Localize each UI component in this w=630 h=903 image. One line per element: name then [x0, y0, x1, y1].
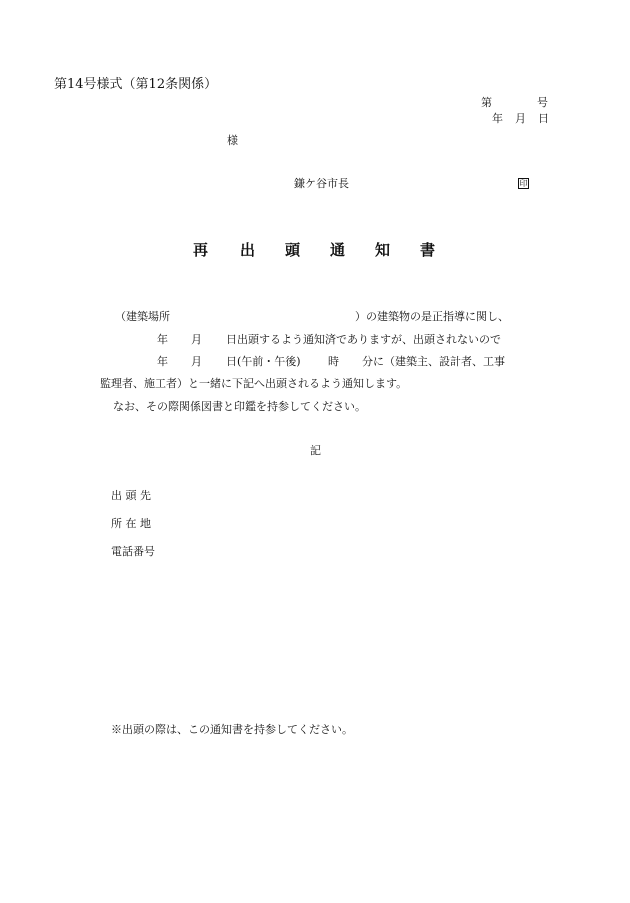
- field-destination: 出 頭 先: [111, 489, 151, 502]
- form-number: 第14号様式（第12条関係）: [54, 77, 218, 92]
- title-char: 通: [330, 241, 346, 259]
- addressee-sama: 様: [227, 134, 238, 147]
- body-line-3-day: 日(午前・午後): [226, 355, 301, 368]
- date-month: 月: [515, 112, 526, 125]
- body-line-2-month: 月: [191, 333, 202, 346]
- body-line-4: 監理者、施工者）と一緒に下記へ出頭されるよう通知します。: [100, 377, 408, 390]
- doc-number-go: 号: [537, 96, 548, 109]
- body-line-2-rest: 日出頭するよう通知済でありますが、出頭されないので: [226, 333, 501, 346]
- title-char: 書: [420, 241, 436, 259]
- body-line-1b: ）の建築物の是正指導に関し、: [355, 310, 509, 323]
- title-char: 知: [375, 241, 391, 259]
- doc-number-dai: 第: [481, 96, 492, 109]
- body-line-3-month: 月: [191, 355, 202, 368]
- date-year: 年: [492, 112, 503, 125]
- body-line-1a: （建築場所: [115, 310, 170, 323]
- ki-marker: 記: [310, 444, 321, 457]
- body-line-5: なお、その際関係図書と印鑑を持参してください。: [113, 400, 366, 413]
- date-day: 日: [538, 112, 549, 125]
- field-phone: 電話番号: [111, 545, 155, 558]
- seal-mark: 印: [519, 179, 528, 188]
- title-char: 出: [240, 241, 256, 259]
- body-line-3-year: 年: [157, 355, 168, 368]
- issuer-name: 鎌ケ谷市長: [294, 177, 349, 190]
- field-address: 所 在 地: [111, 517, 151, 530]
- title-char: 再: [193, 241, 209, 259]
- body-line-2-year: 年: [157, 333, 168, 346]
- footnote: ※出頭の際は、この通知書を持参してください。: [111, 723, 353, 736]
- body-line-3-rest: 分に（建築主、設計者、工事: [362, 355, 505, 368]
- body-line-3-hour: 時: [328, 355, 339, 368]
- title-char: 頭: [285, 241, 301, 259]
